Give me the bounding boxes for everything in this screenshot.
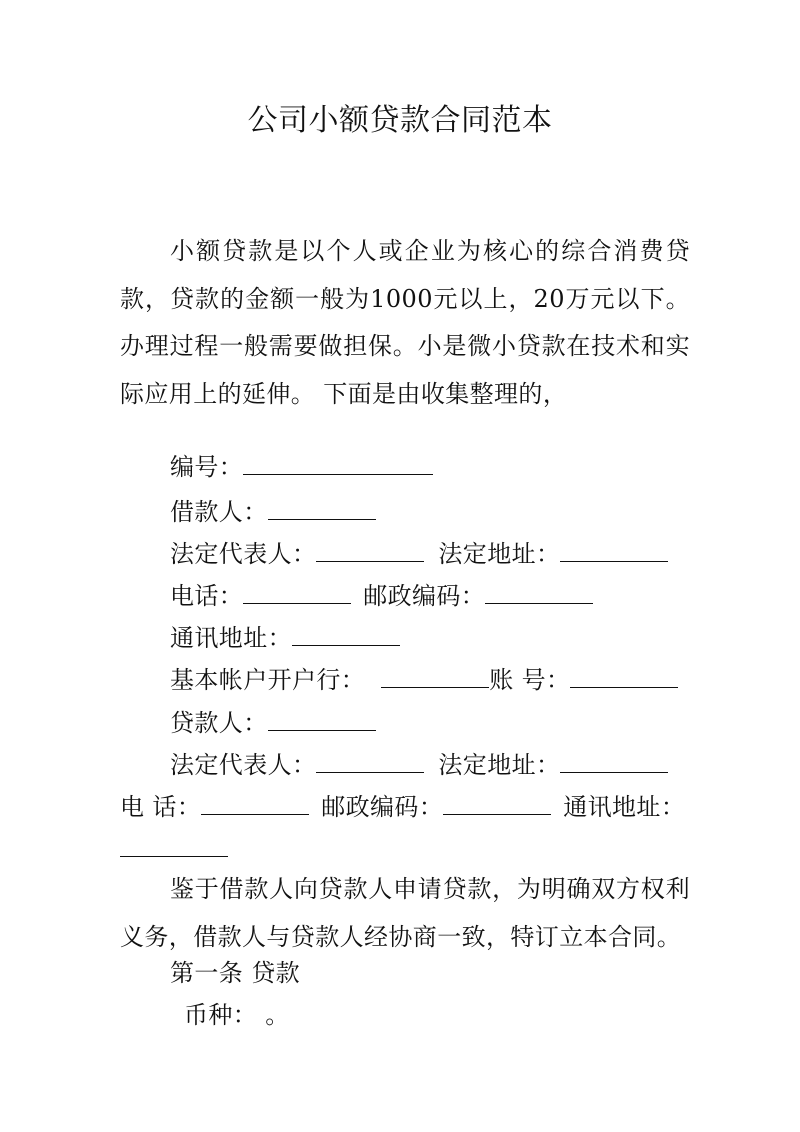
borrower-line: [170, 497, 376, 527]
legal-addr2-label: 法定地址：: [438, 751, 561, 779]
phone-label: 电话：: [170, 582, 244, 610]
currency-line: 币种： 。: [184, 1001, 290, 1029]
phone2-blank: [201, 792, 309, 815]
lender-legal-line: [170, 750, 668, 780]
lender-label: 贷款人：: [170, 709, 268, 737]
comm-addr-blank: [292, 623, 400, 646]
postal2-blank: [443, 792, 551, 815]
comm-addr-label: 通讯地址：: [170, 624, 292, 652]
contract-number-line: [170, 452, 433, 482]
legal-addr2-blank: [560, 750, 668, 773]
postal2-label: 邮政编码：: [321, 793, 444, 821]
comm-addr2-label: 通讯地址：: [563, 793, 686, 821]
borrower-legal-line: [170, 539, 668, 569]
comm-addr2-blank: [120, 834, 228, 857]
legal-rep2-label: 法定代表人：: [170, 751, 317, 779]
bank-label: 基本帐户开户行：: [170, 666, 366, 694]
legal-addr-blank: [560, 539, 668, 562]
borrower-label: 借款人：: [170, 498, 268, 526]
lender-contact-line: [120, 792, 685, 822]
contract-number-blank: [243, 452, 433, 475]
account-blank: [570, 665, 678, 688]
lender-line: [170, 708, 376, 738]
borrower-address-line: [170, 623, 400, 653]
lender-blank: [268, 708, 376, 731]
borrower-contact-line: [170, 581, 593, 611]
postal-blank: [485, 581, 593, 604]
phone2-label: 电 话：: [120, 793, 202, 821]
account-label: 账 号：: [489, 666, 571, 694]
legal-rep2-blank: [316, 750, 424, 773]
contract-number-label: 编号：: [170, 453, 244, 481]
intro-paragraph: 小额贷款是以个人或企业为核心的综合消费贷款，贷款的金额一般为1000元以上，20万元以下。办理过程一般需要做担保。小是微小贷款在技术和实际应用上的延伸。 下面是由收集整理的，: [120, 237, 690, 408]
agreement-paragraph: 鉴于借款人向贷款人申请贷款，为明确双方权利义务，借款人与贷款人经协商一致，特订立本合同。: [120, 875, 690, 951]
borrower-blank: [268, 497, 376, 520]
legal-addr-label: 法定地址：: [438, 540, 561, 568]
legal-rep-label: 法定代表人：: [170, 540, 317, 568]
bank-line: [170, 665, 678, 695]
phone-blank: [243, 581, 351, 604]
lender-address-blank-line: [120, 834, 228, 864]
postal-label: 邮政编码：: [363, 582, 486, 610]
legal-rep-blank: [316, 539, 424, 562]
bank-blank: [381, 665, 489, 688]
document-title: 公司小额贷款合同范本: [247, 103, 553, 138]
article-1-heading: 第一条 贷款: [170, 959, 301, 987]
